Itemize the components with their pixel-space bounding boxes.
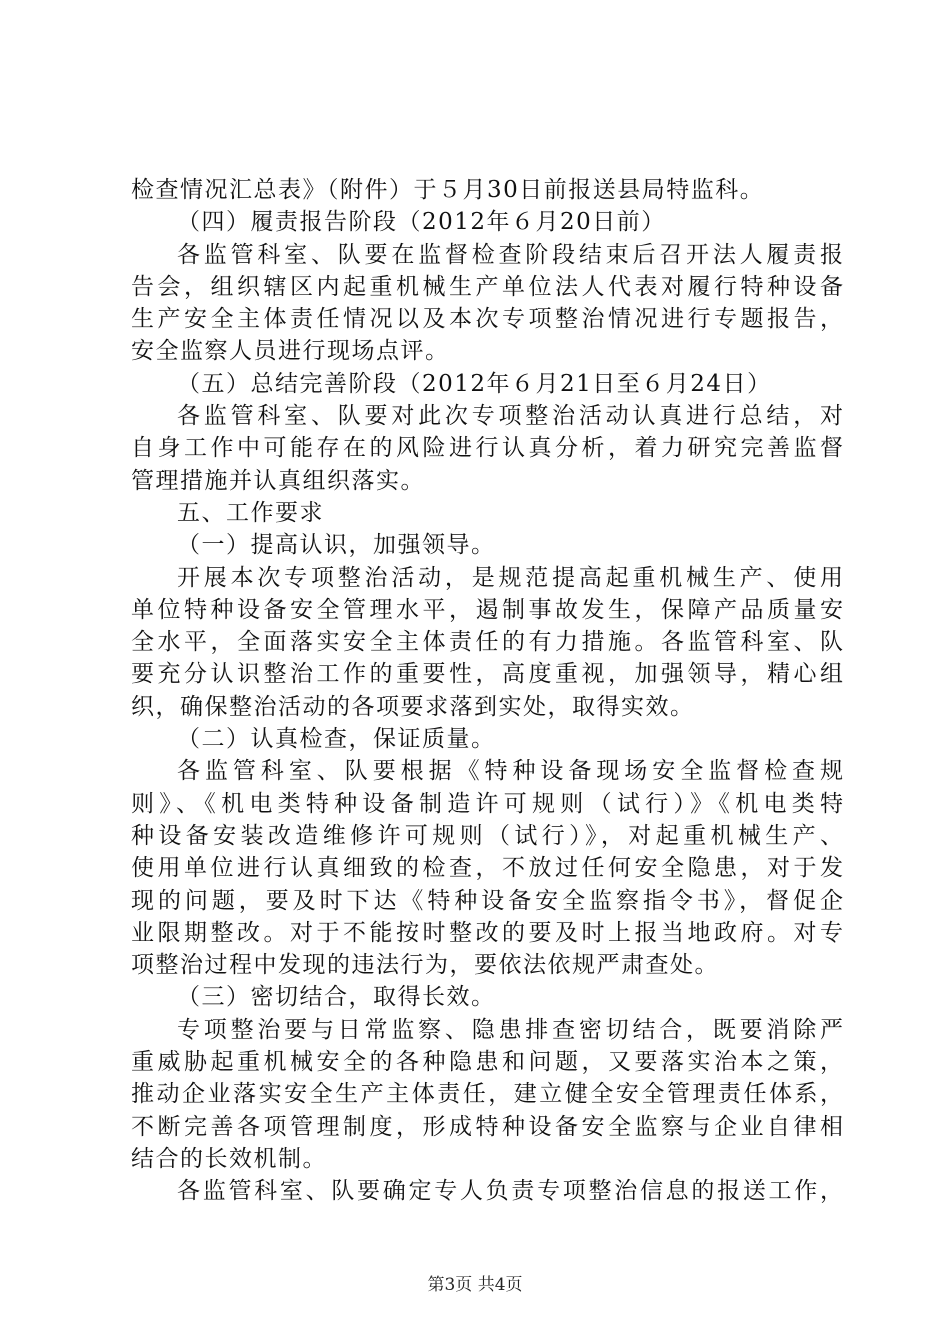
text-line: 各监管科室、队要对此次专项整治活动认真进行总结，对 [177, 403, 843, 430]
text-line: 专项整治要与日常监察、隐患排查密切结合，既要消除严 [177, 1016, 843, 1043]
text-line: 生产安全主体责任情况以及本次专项整治情况进行专题报告， [131, 306, 843, 333]
page-footer: 第3页 共4页 [427, 1275, 523, 1295]
section-heading: （五）总结完善阶段（2012年６月21日至６月24日） [177, 370, 772, 397]
text-line: 管理措施并认真组织落实。 [131, 467, 425, 494]
text-line: 各监管科室、队要确定专人负责专项整治信息的报送工作， [177, 1178, 843, 1205]
section-heading: （四）履责报告阶段（2012年６月20日前） [177, 209, 666, 236]
text-line: 开展本次专项整治活动，是规范提高起重机械生产、使用 [177, 564, 843, 591]
text-line: 检查情况汇总表》（附件）于５月30日前报送县局特监科。 [131, 177, 765, 203]
text-line: 现的问题，要及时下达《特种设备安全监察指令书》，督促企 [131, 887, 843, 914]
text-line: 则》、《机电类特种设备制造许可规则（试行）》《机电类特 [131, 790, 843, 817]
text-line: 安全监察人员进行现场点评。 [131, 338, 450, 365]
text-line: 各监管科室、队要在监督检查阶段结束后召开法人履责报 [177, 241, 843, 268]
section-heading: （三）密切结合，取得长效。 [177, 984, 496, 1011]
text-line: 要充分认识整治工作的重要性，高度重视，加强领导，精心组 [131, 661, 843, 688]
text-line: 种设备安装改造维修许可规则（试行）》，对起重机械生产、 [131, 822, 843, 849]
text-line: 业限期整改。对于不能按时整改的要及时上报当地政府。对专 [131, 919, 843, 946]
text-line: 全水平，全面落实安全主体责任的有力措施。各监管科室、队 [131, 629, 843, 656]
text-line: 推动企业落实安全生产主体责任，建立健全安全管理责任体系， [131, 1081, 843, 1108]
text-line: 告会，组织辖区内起重机械生产单位法人代表对履行特种设备 [131, 273, 843, 300]
text-line: 使用单位进行认真细致的检查，不放过任何安全隐患，对于发 [131, 855, 843, 882]
text-line: 各监管科室、队要根据《特种设备现场安全监督检查规 [177, 758, 843, 785]
text-line: 不断完善各项管理制度，形成特种设备安全监察与企业自律相 [131, 1113, 843, 1140]
text-line: 重威胁起重机械安全的各种隐患和问题，又要落实治本之策， [131, 1049, 843, 1076]
text-line: 结合的长效机制。 [131, 1145, 327, 1172]
document-body [131, 174, 843, 1208]
section-heading: 五、工作要求 [177, 499, 324, 526]
text-line: 织，确保整治活动的各项要求落到实处，取得实效。 [131, 693, 695, 720]
section-heading: （二）认真检查，保证质量。 [177, 726, 496, 753]
text-line: 自身工作中可能存在的风险进行认真分析，着力研究完善监督 [131, 435, 843, 462]
section-heading: （一）提高认识，加强领导。 [177, 532, 496, 559]
text-line: 单位特种设备安全管理水平，遏制事故发生，保障产品质量安 [131, 596, 843, 623]
text-line: 项整治过程中发现的违法行为，要依法依规严肃查处。 [131, 952, 719, 979]
